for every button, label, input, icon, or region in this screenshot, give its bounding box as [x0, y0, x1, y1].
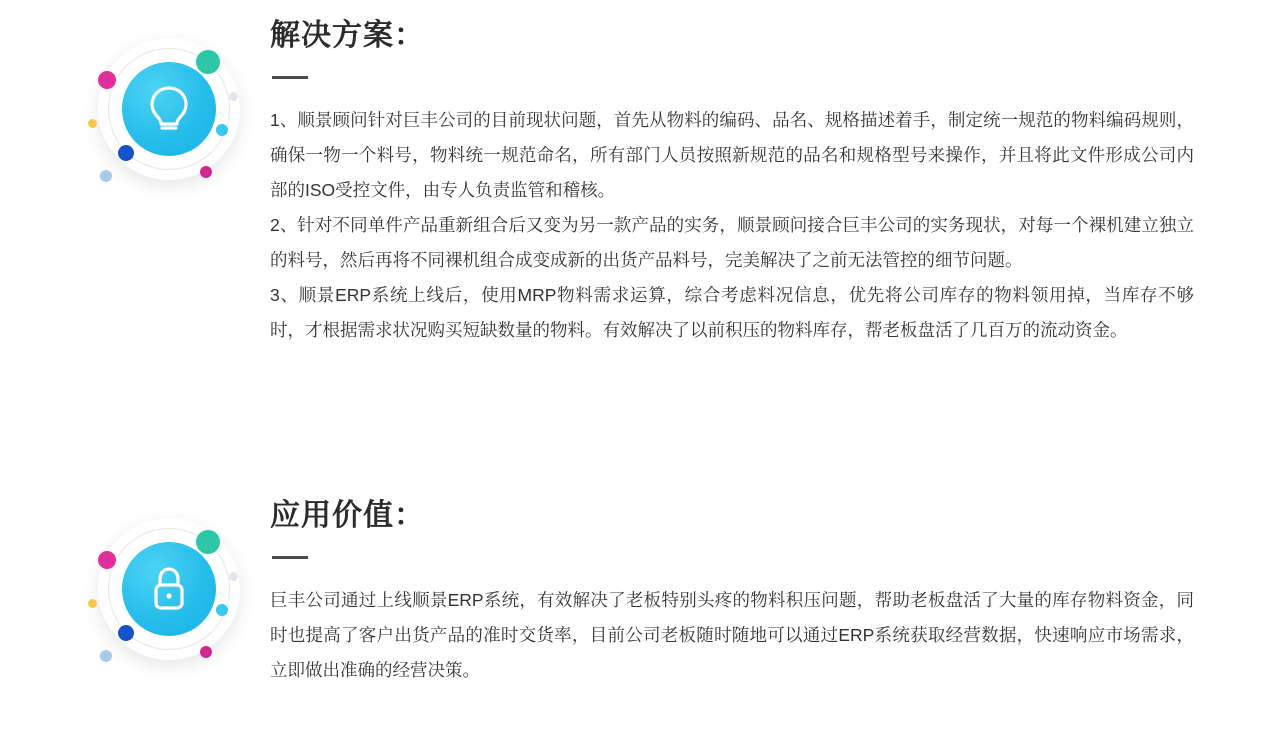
- solution-paragraph-3: 3、顺景ERP系统上线后，使用MRP物料需求运算，综合考虑料况信息，优先将公司库存的物料领用掉，当库存不够时，才根据需求状况购买短缺数量的物料。有效解决了以前积压的物料库存，帮老板盘活了几百万的流动资金。: [270, 285, 1194, 340]
- decorative-dot-yellow: [88, 119, 97, 128]
- decorative-dot-pale: [229, 572, 238, 581]
- solution-paragraph-1: 1、顺景顾问针对巨丰公司的目前现状问题，首先从物料的编码、品名、规格描述着手，制定统一规范的物料编码规则，确保一物一个料号，物料统一规范命名，所有部门人员按照新规范的品名和规格型号来操作，并且将此文件形成公司内部的ISO受控文件，由专人负责监管和稽核。: [270, 110, 1194, 200]
- decorative-dot-cyan: [216, 604, 228, 616]
- solution-body: [270, 103, 1194, 348]
- decorative-dot-teal: [196, 50, 220, 74]
- lightbulb-icon: [122, 62, 216, 156]
- section-solution: [0, 18, 1264, 348]
- decorative-dot-lightblue: [100, 650, 112, 662]
- section-application-value: [0, 498, 1264, 698]
- heading-underline: [272, 76, 308, 79]
- icon-cluster-solution: [0, 18, 270, 218]
- decorative-dot-pink: [98, 71, 116, 89]
- decorative-dot-yellow: [88, 599, 97, 608]
- value-body: [270, 583, 1194, 688]
- solution-content: [270, 18, 1264, 348]
- decorative-dot-pale: [229, 92, 238, 101]
- decorative-dot-blue: [118, 625, 134, 641]
- decorative-dot-teal: [196, 530, 220, 554]
- value-heading: 应用价值：: [270, 499, 425, 532]
- decorative-dot-blue: [118, 145, 134, 161]
- decorative-dot-magenta: [200, 646, 212, 658]
- solution-paragraph-2: 2、针对不同单件产品重新组合后又变为另一款产品的实务，顺景顾问接合巨丰公司的实务现状，对每一个裸机建立独立的料号，然后再将不同裸机组合成变成新的出货产品料号，完美解决了之前无法管控的细节问题。: [270, 215, 1194, 270]
- decorative-dot-magenta: [200, 166, 212, 178]
- decorative-dot-lightblue: [100, 170, 112, 182]
- decorative-dot-cyan: [216, 124, 228, 136]
- lock-icon: [122, 542, 216, 636]
- icon-cluster-value: [0, 498, 270, 698]
- decorative-dot-pink: [98, 551, 116, 569]
- value-content: [270, 498, 1264, 688]
- solution-heading: 解决方案：: [270, 19, 425, 52]
- heading-underline: [272, 556, 308, 559]
- value-paragraph-1: 巨丰公司通过上线顺景ERP系统，有效解决了老板特别头疼的物料积压问题，帮助老板盘活了大量的库存物料资金，同时也提高了客户出货产品的准时交货率，目前公司老板随时随地可以通过ERP系统获取经营数据，快速响应市场需求，立即做出准确的经营决策。: [270, 590, 1194, 680]
